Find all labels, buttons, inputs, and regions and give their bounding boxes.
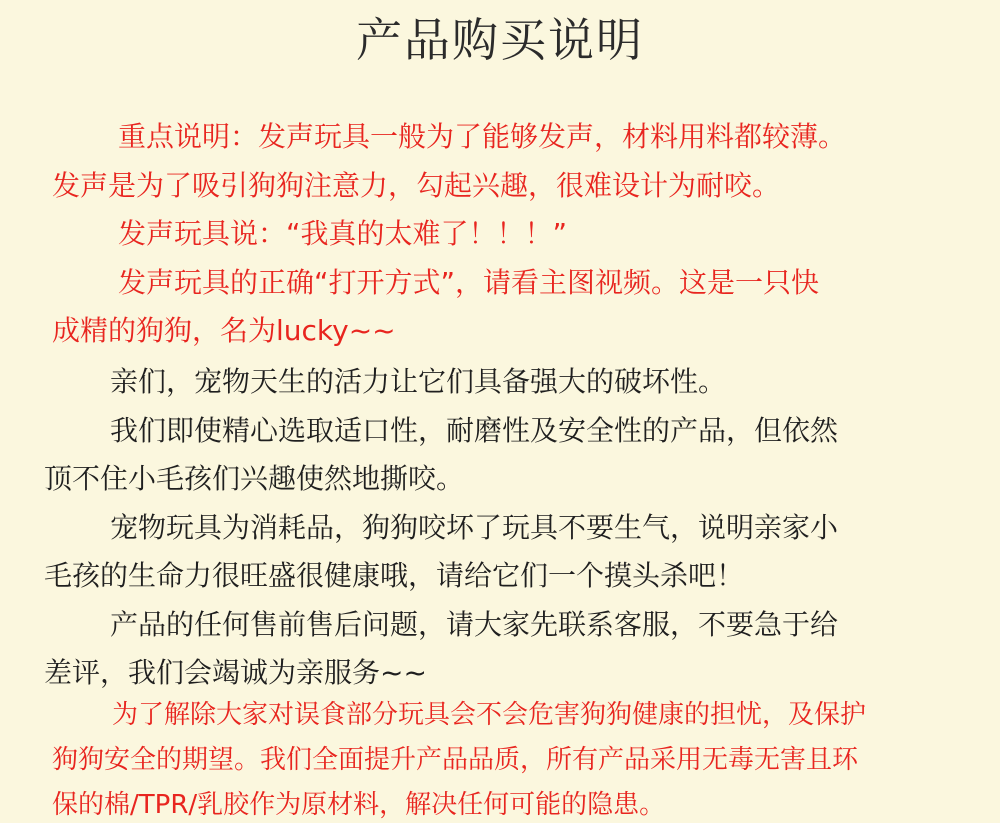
notice-line-12: 差评，我们会竭诚为亲服务~~ [44, 656, 427, 689]
page-title: 产品购买说明 [356, 13, 644, 67]
notice-line-4: 发声玩具的正确“打开方式”，请看主图视频。这是一只快 [118, 266, 820, 299]
notice-line-14: 狗狗安全的期望。我们全面提升产品品质，所有产品采用无毒无害且环 [52, 745, 859, 775]
notice-line-5: 成精的狗狗，名为lucky~~ [52, 314, 396, 347]
notice-line-6: 亲们，宠物天生的活力让它们具备强大的破坏性。 [110, 365, 727, 398]
notice-line-7: 我们即使精心选取适口性，耐磨性及安全性的产品，但依然 [110, 414, 839, 447]
notice-line-11: 产品的任何售前售后问题，请大家先联系客服，不要急于给 [110, 608, 839, 641]
notice-line-3: 发声玩具说：“我真的太难了！！！” [118, 217, 568, 250]
notice-line-10: 毛孩的生命力很旺盛很健康哦，请给它们一个摸头杀吧！ [44, 559, 745, 592]
notice-line-15: 保的棉/TPR/乳胶作为原材料，解决任何可能的隐患。 [52, 790, 666, 820]
notice-line-2: 发声是为了吸引狗狗注意力，勾起兴趣，很难设计为耐咬。 [52, 169, 781, 202]
notice-line-8: 顶不住小毛孩们兴趣使然地撕咬。 [44, 462, 465, 495]
notice-line-1: 重点说明：发声玩具一般为了能够发声，材料用料都较薄。 [118, 120, 847, 153]
notice-line-9: 宠物玩具为消耗品，狗狗咬坏了玩具不要生气，说明亲家小 [110, 511, 839, 544]
notice-line-13: 为了解除大家对误食部分玩具会不会危害狗狗健康的担忧，及保护 [112, 700, 867, 730]
